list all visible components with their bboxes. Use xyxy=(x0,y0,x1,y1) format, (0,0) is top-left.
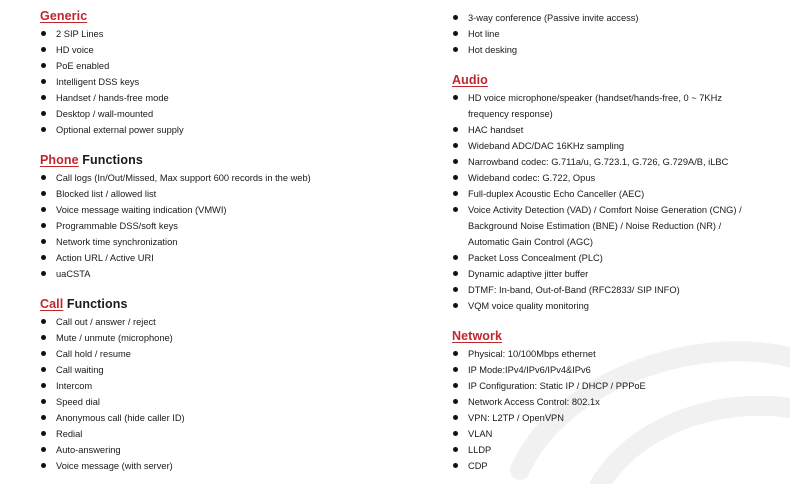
list-item: Hot desking xyxy=(452,42,639,58)
list-item: VQM voice quality monitoring xyxy=(452,298,762,314)
list-item: Voice Activity Detection (VAD) / Comfort Noise Generation (CNG) / Background Noise Estimation (BNE) / Noise Reduction (NR) / Automatic Gain Control (AGC) xyxy=(452,202,762,250)
list-item: CDP xyxy=(452,458,646,474)
audio-list xyxy=(452,90,762,314)
list-item: Narrowband codec: G.711a/u, G.723.1, G.726, G.729A/B, iLBC xyxy=(452,154,762,170)
section-title-network: Network xyxy=(452,329,503,343)
list-item: Full-duplex Acoustic Echo Canceller (AEC) xyxy=(452,186,762,202)
phone-functions-list xyxy=(40,170,311,282)
list-item: Wideband ADC/DAC 16KHz sampling xyxy=(452,138,762,154)
list-item: Auto-answering xyxy=(40,442,185,458)
call-functions-list xyxy=(40,314,185,474)
list-item: Mute / unmute (microphone) xyxy=(40,330,185,346)
list-item: Programmable DSS/soft keys xyxy=(40,218,311,234)
network-list xyxy=(452,346,646,474)
list-item: Voice message (with server) xyxy=(40,458,185,474)
list-item: 3-way conference (Passive invite access) xyxy=(452,10,639,26)
list-item: Call out / answer / reject xyxy=(40,314,185,330)
list-item: LLDP xyxy=(452,442,646,458)
list-item: HD voice microphone/speaker (handset/hands-free, 0 ~ 7KHz frequency response) xyxy=(452,90,762,122)
list-item: Speed dial xyxy=(40,394,185,410)
list-item: Call waiting xyxy=(40,362,185,378)
list-item: Dynamic adaptive jitter buffer xyxy=(452,266,762,282)
list-item: DTMF: In-band, Out-of-Band (RFC2833/ SIP INFO) xyxy=(452,282,762,298)
list-item: IP Mode:IPv4/IPv6/IPv4&IPv6 xyxy=(452,362,646,378)
section-title-phone-functions: Phone Functions xyxy=(40,153,143,167)
list-item: Blocked list / allowed list xyxy=(40,186,311,202)
list-item: Hot line xyxy=(452,26,639,42)
list-item: HAC handset xyxy=(452,122,762,138)
list-item: uaCSTA xyxy=(40,266,311,282)
list-item: Call hold / resume xyxy=(40,346,185,362)
list-item: Packet Loss Concealment (PLC) xyxy=(452,250,762,266)
list-item: Wideband codec: G.722, Opus xyxy=(452,170,762,186)
list-item: Intelligent DSS keys xyxy=(40,74,184,90)
list-item: VLAN xyxy=(452,426,646,442)
list-item: IP Configuration: Static IP / DHCP / PPPoE xyxy=(452,378,646,394)
list-item: Physical: 10/100Mbps ethernet xyxy=(452,346,646,362)
list-item: HD voice xyxy=(40,42,184,58)
list-item: Network time synchronization xyxy=(40,234,311,250)
list-item: Desktop / wall-mounted xyxy=(40,106,184,122)
list-item: Anonymous call (hide caller ID) xyxy=(40,410,185,426)
list-item: PoE enabled xyxy=(40,58,184,74)
list-item: Voice message waiting indication (VMWI) xyxy=(40,202,311,218)
list-item: VPN: L2TP / OpenVPN xyxy=(452,410,646,426)
list-item: 2 SIP Lines xyxy=(40,26,184,42)
section-title-call-functions: Call Functions xyxy=(40,297,128,311)
list-item: Intercom xyxy=(40,378,185,394)
list-item: Action URL / Active URI xyxy=(40,250,311,266)
list-item: Optional external power supply xyxy=(40,122,184,138)
generic-list xyxy=(40,26,184,138)
list-item: Network Access Control: 802.1x xyxy=(452,394,646,410)
list-item: Call logs (In/Out/Missed, Max support 600 records in the web) xyxy=(40,170,311,186)
call-functions-continued-list xyxy=(452,10,639,58)
list-item: Handset / hands-free mode xyxy=(40,90,184,106)
section-title-generic: Generic xyxy=(40,9,88,23)
section-title-audio: Audio xyxy=(452,73,488,87)
list-item: Redial xyxy=(40,426,185,442)
